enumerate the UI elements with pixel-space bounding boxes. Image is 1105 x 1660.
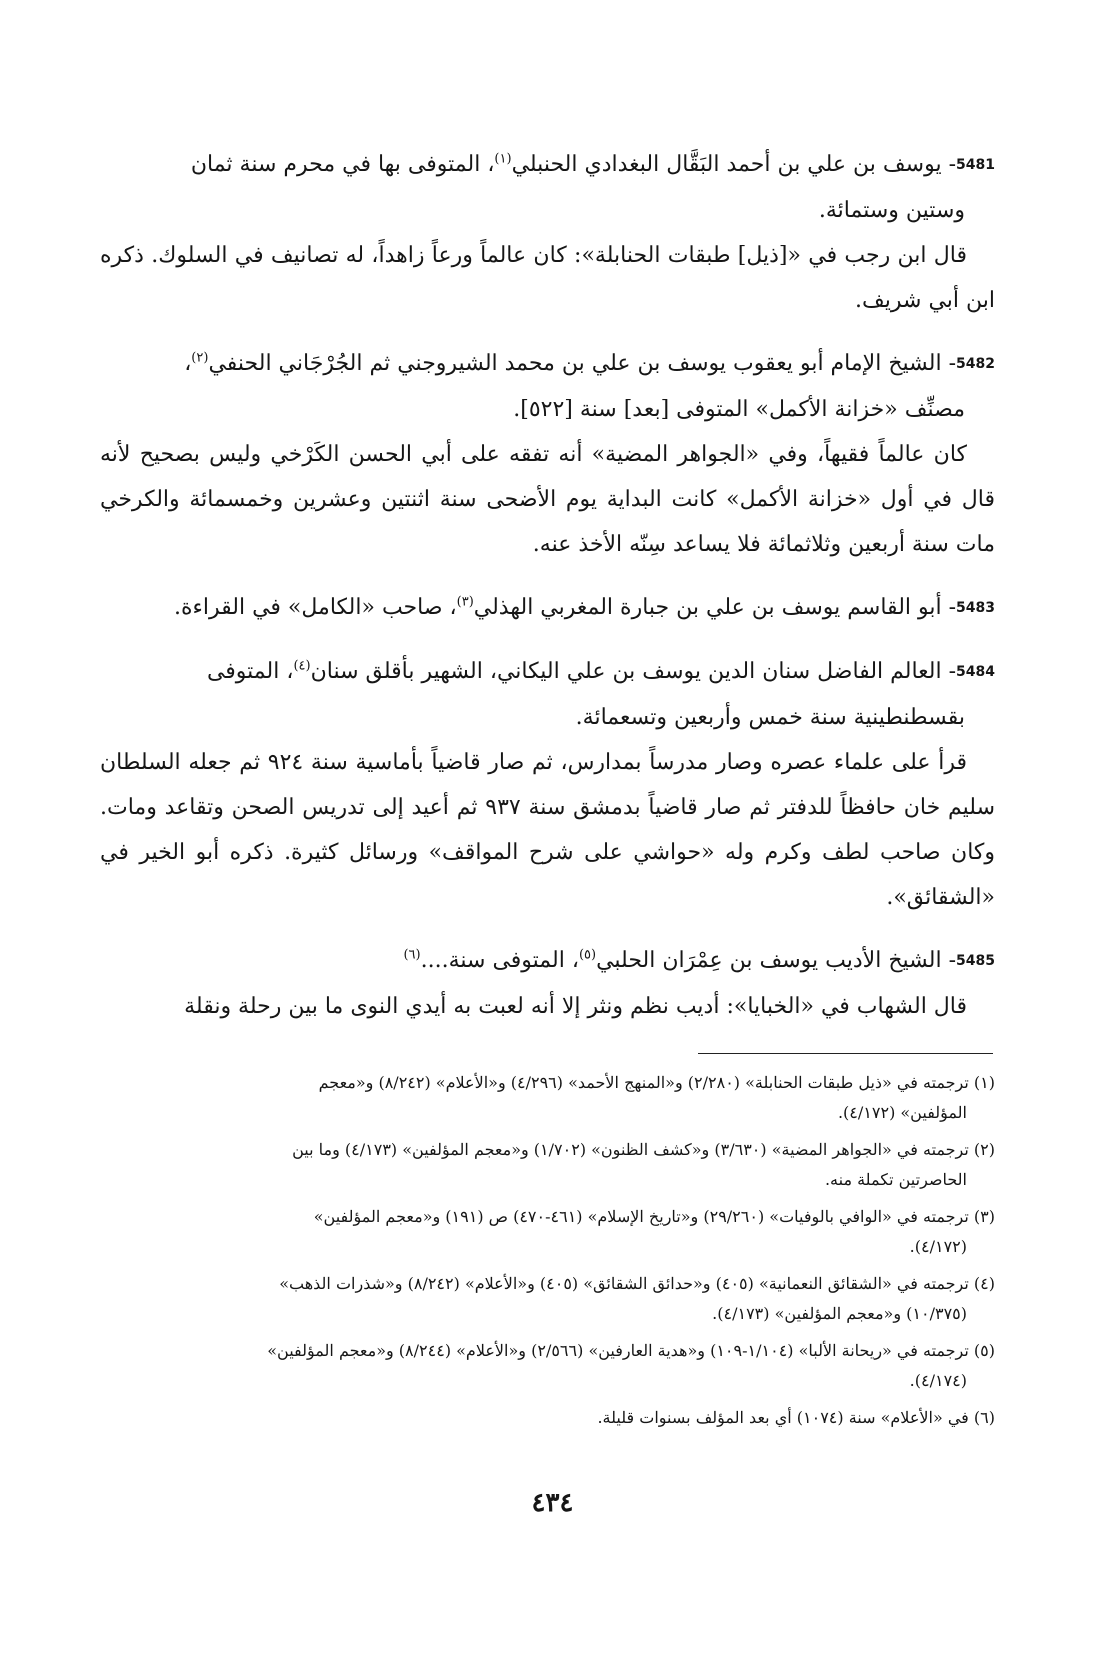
entry-heading: [100, 585, 995, 631]
entry-number: 5482: [956, 356, 995, 372]
entry-5482: [100, 341, 995, 567]
footnote-3: [100, 1202, 995, 1262]
footnote-6: [100, 1403, 995, 1433]
entry-5485: [100, 938, 995, 1029]
footnote-divider: [698, 1053, 993, 1054]
entry-heading-tail: ، صاحب «الكامل» في القراءة.: [174, 595, 457, 620]
entry-5481: [100, 142, 995, 323]
entry-heading: [100, 649, 995, 740]
footnote-text-cont: (١٠/٣٧٥) و«معجم المؤلفين» (٤/١٧٣).: [712, 1304, 967, 1323]
footnote-marker[interactable]: (٢): [191, 350, 209, 366]
footnote-text: (٥) ترجمته في «ريحانة الألبا» (١/١٠٤-١٠٩) و«هدية العارفين» (٢/٥٦٦) و«الأعلام» (٨/٢٤٤) و«معجم المؤلفين»: [267, 1341, 995, 1360]
entry-heading-text: - يوسف بن علي بن أحمد البَقَّال البغدادي الحنبلي: [511, 152, 957, 177]
footnote-text: (٤) ترجمته في «الشقائق النعمانية» (٤٠٥) و«حدائق الشقائق» (٤٠٥) و«الأعلام» (٨/٢٤٢) و«شذرات الذهب»: [279, 1274, 995, 1293]
footnote-marker[interactable]: (٥): [578, 947, 597, 963]
entry-number: 5484: [956, 664, 995, 680]
entry-heading-tail: ، المتوفى سنة....: [420, 948, 579, 973]
footnotes: [100, 1068, 995, 1440]
footnote-text-cont: (٤/١٧٢).: [909, 1237, 967, 1256]
entry-paragraph: قال الشهاب في «الخبايا»: أديب نظم ونثر إلا أنه لعبت به أيدي النوى ما بين رحلة ونقلة: [184, 994, 967, 1019]
footnote-text: (٦) في «الأعلام» سنة (١٠٧٤) أي بعد المؤلف بسنوات قليلة.: [597, 1408, 995, 1427]
footnote-text: (١) ترجمته في «ذيل طبقات الحنابلة» (٢/٢٨٠) و«المنهج الأحمد» (٤/٢٩٦) و«الأعلام» (٨/٢٤٢) و«معجم: [318, 1073, 995, 1092]
footnote-marker[interactable]: (٣): [456, 594, 474, 610]
entry-heading: [100, 938, 995, 984]
footnote-text: (٢) ترجمته في «الجواهر المضية» (٣/٦٣٠) و«كشف الظنون» (١/٧٠٢) و«معجم المؤلفين» (٤/١٧٣) وما بين: [292, 1140, 995, 1159]
entry-5483: [100, 585, 995, 631]
footnote-1: [100, 1068, 995, 1128]
footnote-marker[interactable]: (١): [494, 151, 512, 167]
page-number: ٤٣٤: [531, 1488, 574, 1518]
entry-heading-tail: ، المتوفى بها في محرم سنة ثمان: [190, 152, 495, 177]
entry-heading-text: - الشيخ الإمام أبو يعقوب يوسف بن علي بن محمد الشيروجني ثم الجُرْجَاني الحنفي: [208, 351, 957, 376]
entry-heading: [100, 341, 995, 432]
entry-heading-tail: ،: [184, 351, 192, 376]
footnote-text-cont: (٤/١٧٤).: [909, 1371, 967, 1390]
footnote-5: [100, 1336, 995, 1396]
footnote-2: [100, 1135, 995, 1195]
entry-heading-line2: مصنِّف «خزانة الأكمل» المتوفى [بعد] سنة [٥٢٢].: [513, 397, 965, 422]
entry-heading: [100, 142, 995, 233]
entry-paragraph: قرأ على علماء عصره وصار مدرساً بمدارس، ثم صار قاضياً بأماسية سنة ٩٢٤ ثم جعله السلطان سليم خان حافظاً للدفتر ثم صار قاضياً بدمشق سنة ٩٣٧ ثم أعيد إلى تدريس الصحن وتقاعد ومات. وكان صاحب لطف وكرم وله «حواشي على شرح المواقف» ورسائل كثيرة. ذكره أبو الخير في «الشقائق».: [100, 750, 996, 910]
entry-heading-tail: ، المتوفى: [206, 659, 294, 684]
footnote-4: [100, 1269, 995, 1329]
footnote-text: (٣) ترجمته في «الوافي بالوفيات» (٢٩/٢٦٠) و«تاريخ الإسلام» (٤٦١-٤٧٠) ص (١٩١) و«معجم المؤلفين»: [313, 1207, 995, 1226]
footnote-marker[interactable]: (٦): [403, 947, 421, 963]
main-text: [100, 142, 995, 1047]
footnote-text-cont: المؤلفين» (٤/١٧٢).: [837, 1103, 967, 1122]
entry-number: 5483: [956, 600, 995, 616]
entry-number: 5481: [956, 157, 995, 173]
entry-heading-text: - أبو القاسم يوسف بن علي بن جبارة المغربي الهذلي: [473, 595, 957, 620]
entry-heading-text: - الشيخ الأديب يوسف بن عِمْرَان الحلبي: [596, 948, 957, 973]
entry-number: 5485: [956, 953, 995, 969]
entry-paragraph: قال ابن رجب في «[ذيل] طبقات الحنابلة»: كان عالماً ورعاً زاهداً، له تصانيف في السلوك. ذكره ابن أبي شريف.: [100, 243, 995, 313]
entry-paragraph: كان عالماً فقيهاً، وفي «الجواهر المضية» أنه تفقه على أبي الحسن الكَرْخي وليس بصحيح لأنه قال في أول «خزانة الأكمل» كانت البداية يوم الأضحى سنة اثنتين وعشرين وخمسمائة والكرخي مات سنة أربعين وثلاثمائة فلا يساعد سِنّه الأخذ عنه.: [100, 442, 995, 557]
footnote-marker[interactable]: (٤): [293, 658, 311, 674]
entry-heading-line2: وستين وستمائة.: [818, 198, 965, 223]
entry-heading-line2: بقسطنطينية سنة خمس وأربعين وتسعمائة.: [575, 705, 965, 730]
entry-5484: [100, 649, 995, 920]
footnote-text-cont: الحاصرتين تكملة منه.: [824, 1170, 967, 1189]
entry-heading-text: - العالم الفاضل سنان الدين يوسف بن علي اليكاني، الشهير بأقلق سنان: [310, 659, 957, 684]
